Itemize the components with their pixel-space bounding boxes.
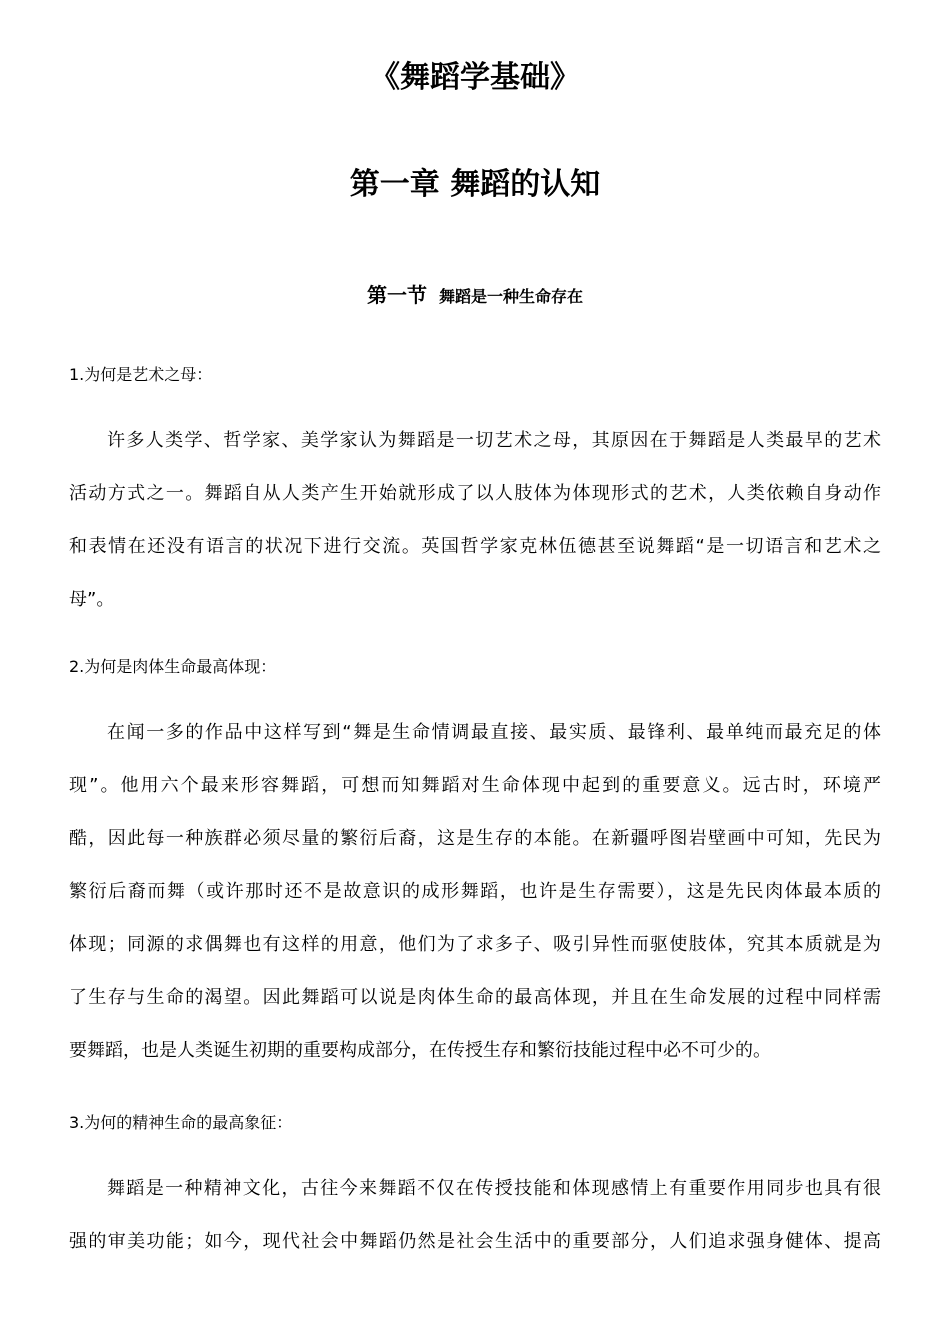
item-paragraph-2 — [69, 706, 881, 1077]
paragraph-line: 在闻一多的作品中这样写到“舞是生命情调最直接、最实质、最锋利、最单纯而最充足的体 — [107, 722, 881, 743]
item-heading-2: 2.为何是肉体生命最高体现： — [69, 657, 277, 676]
paragraph-line: 活动方式之一。舞蹈自从人类产生开始就形成了以人肢体为体现形式的艺术，人类依赖自身动作 — [69, 483, 881, 504]
item-heading-3: 3.为何的精神生命的最高象征： — [69, 1113, 293, 1132]
paragraph-line: 体现；同源的求偶舞也有这样的用意，他们为了求多子、吸引异性而驱使肢体，究其本质就是为 — [69, 934, 881, 955]
item-paragraph-1 — [69, 414, 881, 626]
item-heading-1: 1.为何是艺术之母： — [69, 365, 213, 384]
paragraph-line: 现”。他用六个最来形容舞蹈，可想而知舞蹈对生命体现中起到的重要意义。远古时，环境严 — [69, 775, 881, 796]
paragraph-line: 舞蹈是一种精神文化，古往今来舞蹈不仅在传授技能和体现感情上有重要作用同步也具有很 — [107, 1178, 881, 1199]
paragraph-line: 和表情在还没有语言的状况下进行交流。英国哲学家克林伍德甚至说舞蹈“是一切语言和艺术之 — [69, 536, 881, 557]
item-paragraph-3 — [69, 1162, 881, 1268]
paragraph-line: 强的审美功能；如今，现代社会中舞蹈仍然是社会生活中的重要部分，人们追求强身健体、提高 — [69, 1231, 881, 1252]
chapter-title: 第一章 舞蹈的认知 — [349, 167, 601, 202]
paragraph-line: 要舞蹈，也是人类诞生初期的重要构成部分，在传授生存和繁衍技能过程中必不可少的。 — [69, 1040, 771, 1061]
section-title — [0, 280, 950, 312]
paragraph-line: 了生存与生命的渴望。因此舞蹈可以说是肉体生命的最高体现，并且在生命发展的过程中同样需 — [69, 987, 881, 1008]
paragraph-line: 许多人类学、哲学家、美学家认为舞蹈是一切艺术之母，其原因在于舞蹈是人类最早的艺术 — [107, 430, 881, 451]
paragraph-line: 母”。 — [69, 589, 115, 610]
section-number: 第一节 — [366, 283, 427, 307]
book-title: 《舞蹈学基础》 — [370, 60, 580, 95]
section-name: 舞蹈是一种生命存在 — [438, 287, 583, 306]
paragraph-line: 繁衍后裔而舞（或许那时还不是故意识的成形舞蹈，也许是生存需要），这是先民肉体最本质的 — [69, 881, 881, 902]
paragraph-line: 酷，因此每一种族群必须尽量的繁衍后裔，这是生存的本能。在新疆呼图岩壁画中可知，先民为 — [69, 828, 881, 849]
